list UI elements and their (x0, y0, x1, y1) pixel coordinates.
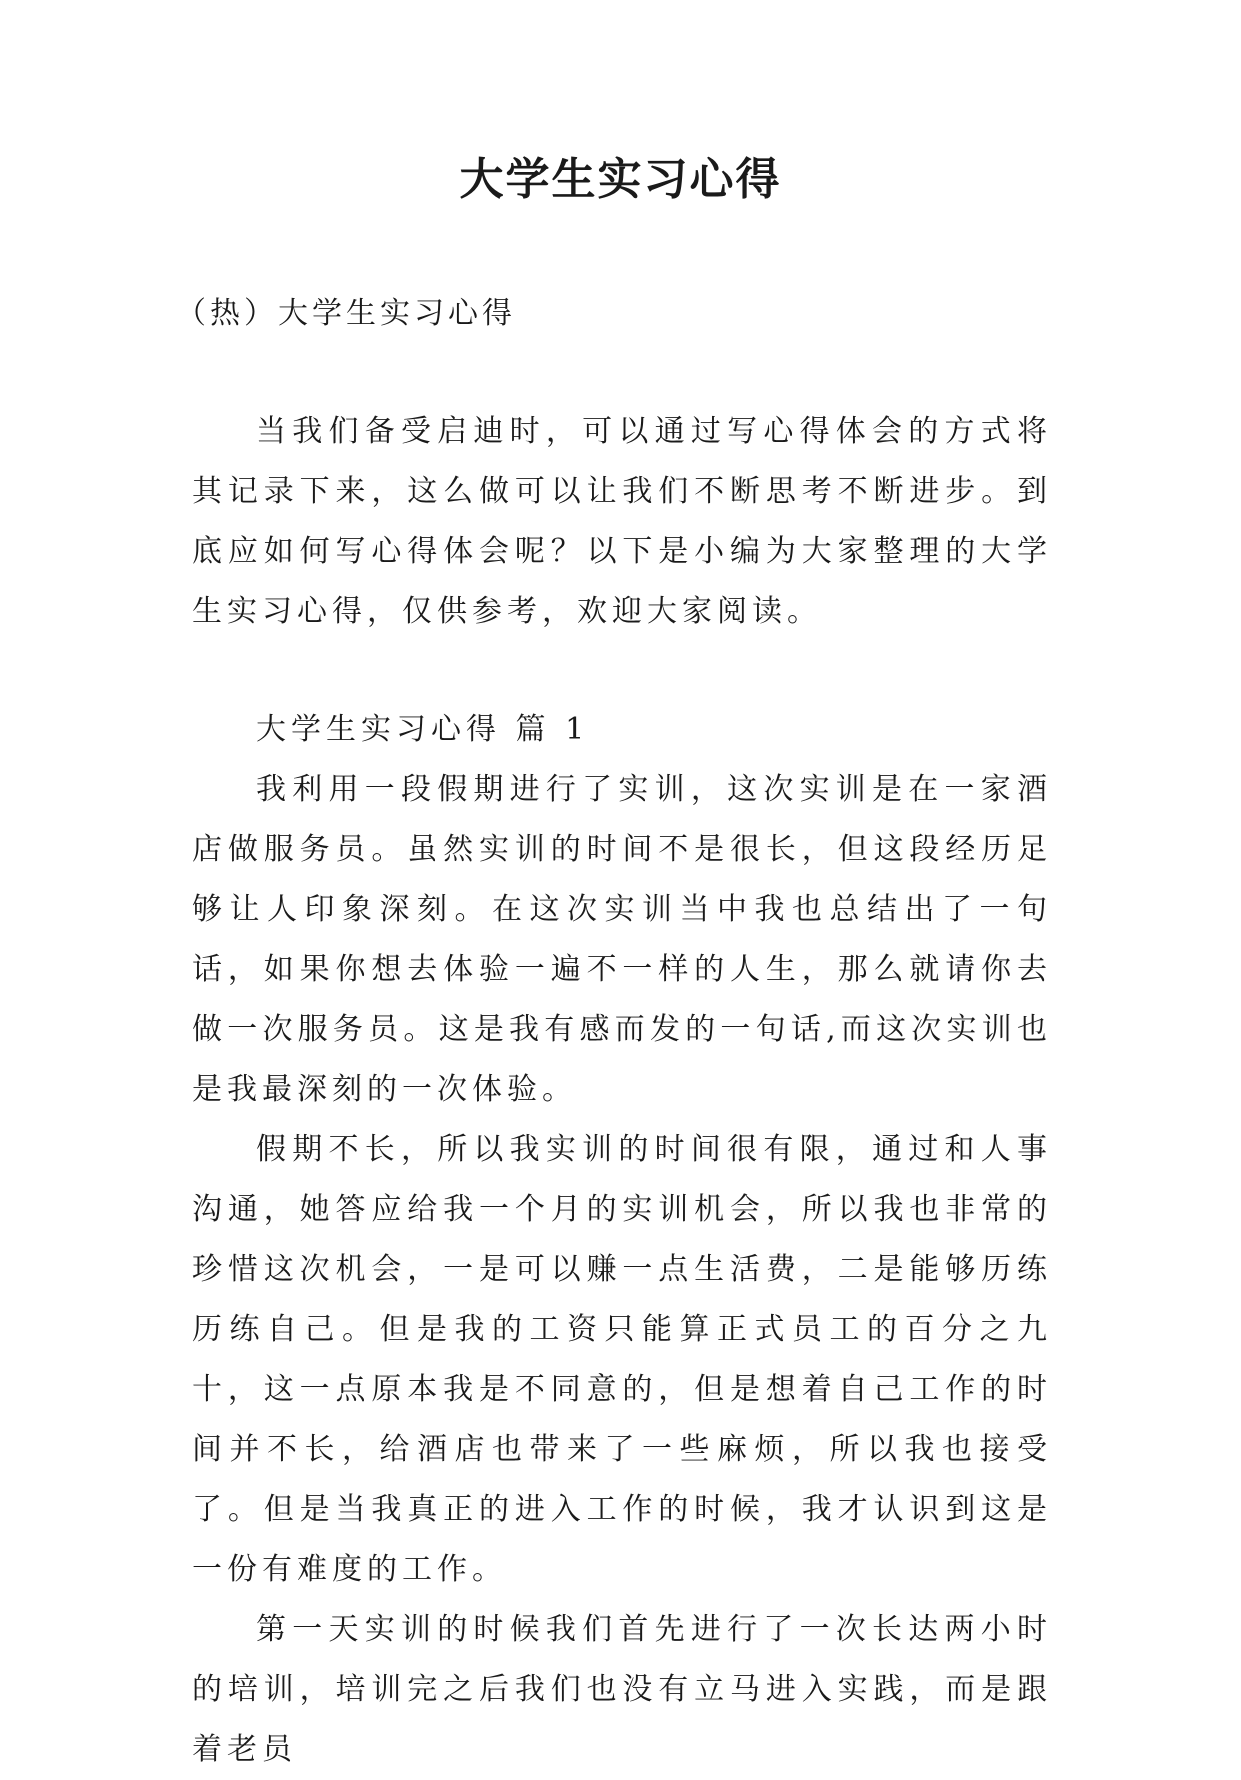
article-section (192, 700, 1052, 1780)
body-paragraph-1: 我利用一段假期进行了实训，这次实训是在一家酒店做服务员。虽然实训的时间不是很长，但这段经历足够让人印象深刻。在这次实训当中我也总结出了一句话，如果你想去体验一遍不一样的人生，那么就请你去做一次服务员。这是我有感而发的一句话,而这次实训也是我最深刻的一次体验。 (192, 772, 1052, 1107)
body-paragraph-2: 假期不长，所以我实训的时间很有限，通过和人事沟通，她答应给我一个月的实训机会，所以我也非常的珍惜这次机会，一是可以赚一点生活费，二是能够历练历练自己。但是我的工资只能算正式员工的百分之九十，这一点原本我是不同意的，但是想着自己工作的时间并不长，给酒店也带来了一些麻烦，所以我也接受了。但是当我真正的进入工作的时候，我才认识到这是一份有难度的工作。 (192, 1132, 1052, 1587)
intro-paragraph: 当我们备受启迪时，可以通过写心得体会的方式将其记录下来，这么做可以让我们不断思考不断进步。到底应如何写心得体会呢？以下是小编为大家整理的大学生实习心得，仅供参考，欢迎大家阅读。 (192, 414, 1052, 629)
section-heading: 大学生实习心得 篇 1 (256, 712, 590, 747)
document-title: 大学生实习心得 (459, 154, 782, 205)
intro-section (192, 402, 1052, 642)
document-subtitle: （热）大学生实习心得 (176, 296, 516, 331)
body-paragraph-3: 第一天实训的时候我们首先进行了一次长达两小时的培训，培训完之后我们也没有立马进入实践，而是跟着老员 (192, 1612, 1052, 1767)
